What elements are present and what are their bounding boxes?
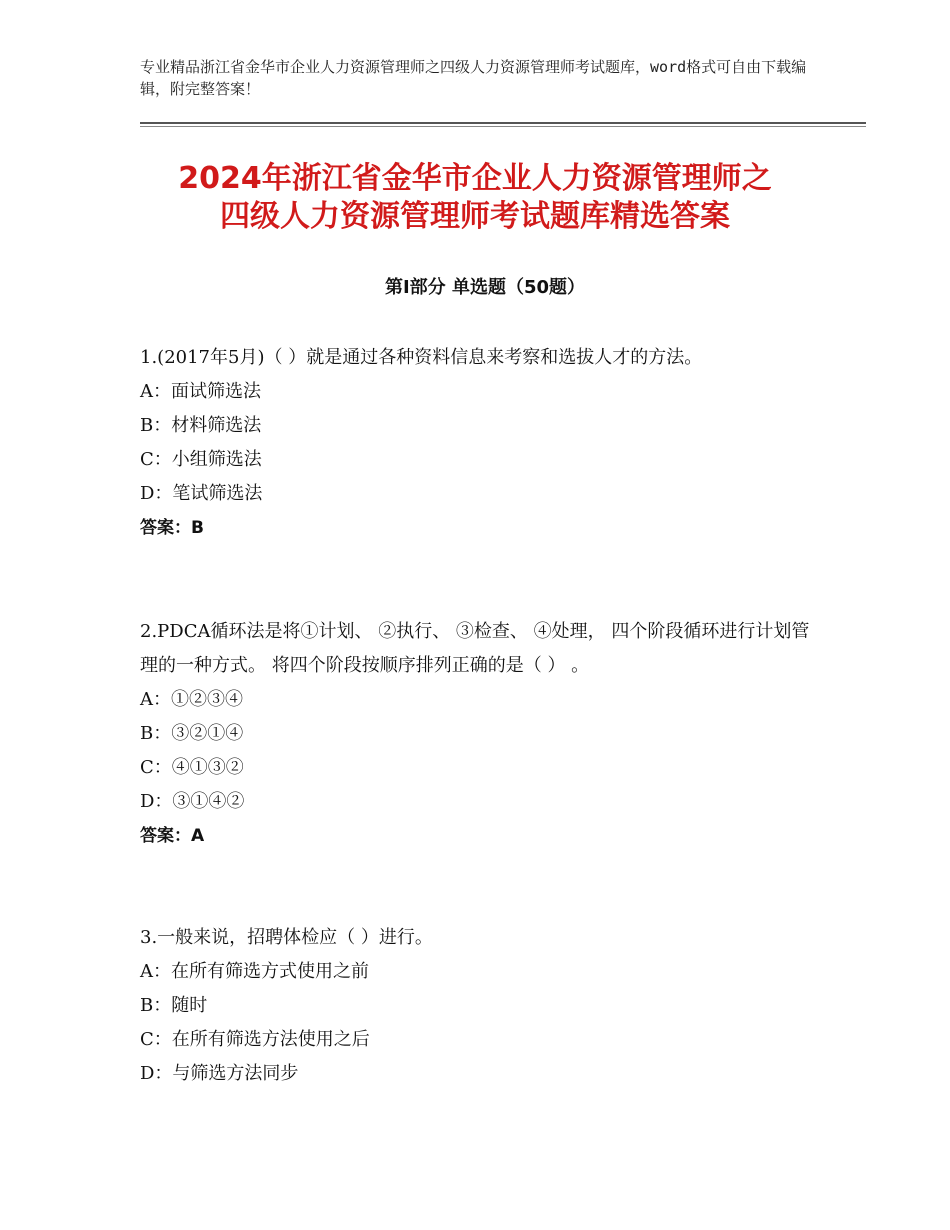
question-stem: 3.一般来说，招聘体检应（ ）进行。 [140,927,433,948]
section-heading: 第Ⅰ部分 单选题（50题） [384,277,585,298]
option-b: B：材料筛选法 [140,415,262,436]
question-3 [140,921,820,1091]
option-c: C：在所有筛选方法使用之后 [140,1029,370,1050]
option-a: A：在所有筛选方式使用之前 [140,961,369,982]
option-d: D：笔试筛选法 [140,483,263,504]
question-2 [140,615,820,853]
title-line-1: 2024年浙江省金华市企业人力资源管理师之 [178,161,772,196]
option-a: A：①②③④ [140,689,243,710]
option-d: D：③①④② [140,791,245,812]
answer: 答案：B [140,518,204,538]
header-rule-thin [140,126,866,127]
option-c: C：小组筛选法 [140,449,262,470]
question-1 [140,341,820,545]
header-rule-thick [140,122,866,124]
option-a: A：面试筛选法 [140,381,261,402]
header-note: 专业精品浙江省金华市企业人力资源管理师之四级人力资源管理师考试题库，word格式可自由下载编辑，附完整答案！ [140,58,807,98]
question-stem: 2.PDCA循环法是将①计划、 ②执行、 ③检查、 ④处理， 四个阶段循环进行计划管理的一种方式。 将四个阶段按顺序排列正确的是（ ） 。 [140,621,810,676]
answer: 答案：A [140,826,205,846]
document-title [80,160,870,236]
title-line-2: 四级人力资源管理师考试题库精选答案 [220,199,730,234]
option-b: B：③②①④ [140,723,244,744]
option-d: D：与筛选方法同步 [140,1063,299,1084]
question-stem: 1.(2017年5月)（ ）就是通过各种资料信息来考察和选拔人才的方法。 [140,347,703,368]
option-c: C：④①③② [140,757,244,778]
option-b: B：随时 [140,995,208,1016]
